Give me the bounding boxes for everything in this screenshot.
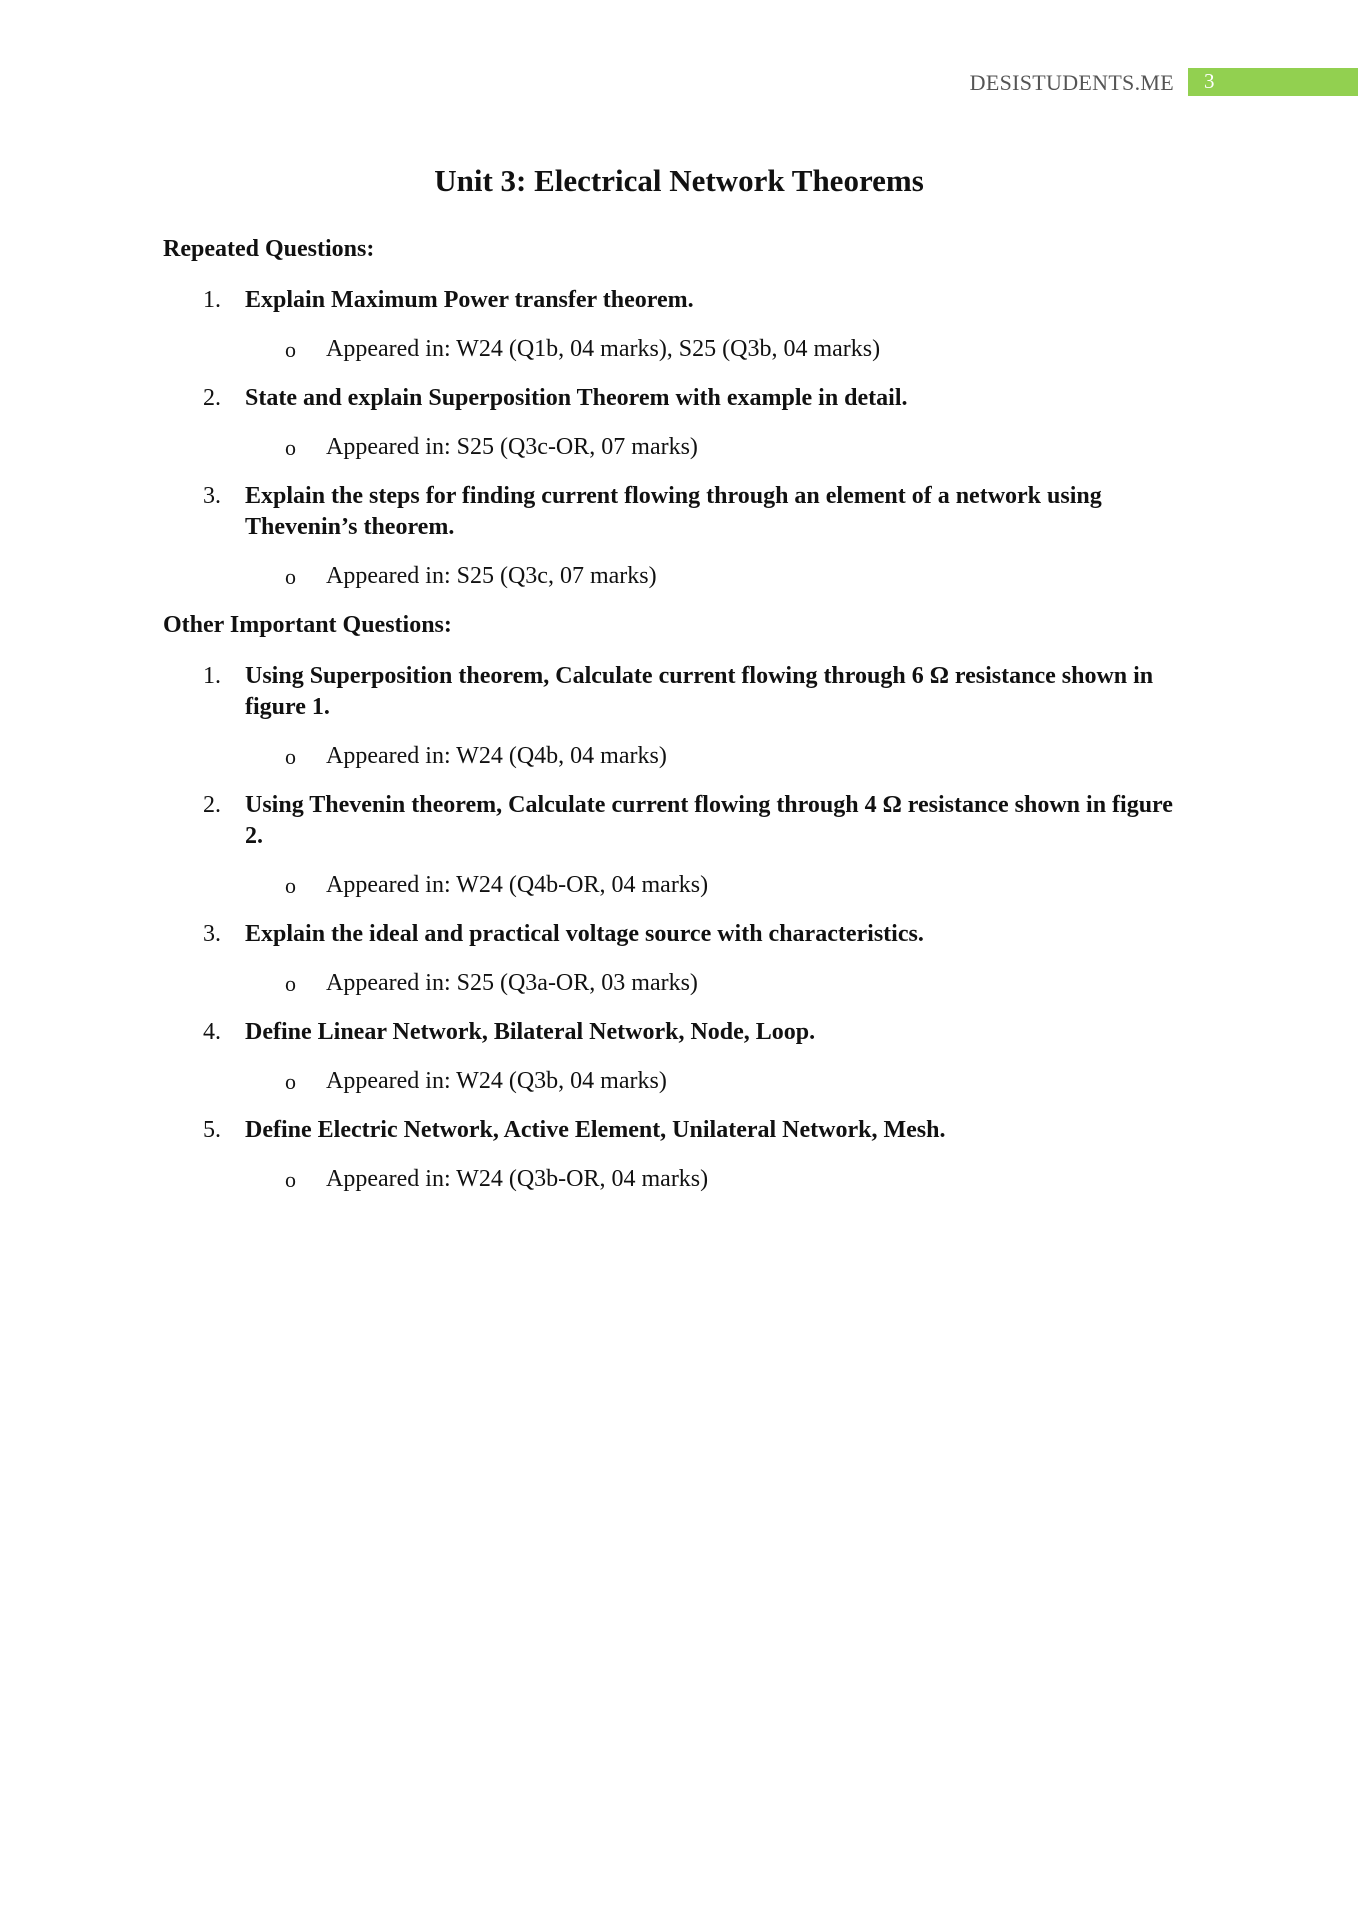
section-other-important-questions — [163, 610, 1193, 1195]
question-row — [163, 1017, 1193, 1048]
appeared-text: Appeared in: S25 (Q3a-OR, 03 marks) — [326, 970, 698, 996]
question-item — [163, 1115, 1193, 1195]
question-row — [163, 661, 1193, 723]
question-number: 3. — [203, 483, 221, 509]
section-heading: Repeated Questions: — [163, 236, 375, 262]
bullet-marker: o — [285, 744, 296, 769]
appeared-text: Appeared in: W24 (Q4b-OR, 04 marks) — [326, 872, 709, 898]
appeared-text: Appeared in: W24 (Q1b, 04 marks), S25 (Q3b, 04 marks) — [326, 336, 881, 362]
appeared-row — [163, 741, 1193, 772]
section-heading: Other Important Questions: — [163, 612, 452, 638]
question-number: 4. — [203, 1019, 221, 1045]
appeared-text: Appeared in: W24 (Q4b, 04 marks) — [326, 743, 667, 769]
question-item — [163, 1017, 1193, 1097]
question-number: 1. — [203, 663, 221, 689]
question-item — [163, 481, 1193, 592]
appeared-text: Appeared in: S25 (Q3c-OR, 07 marks) — [326, 434, 698, 460]
question-text: Using Superposition theorem, Calculate current flowing through 6 Ω resistance shown in figure 1. — [245, 663, 1154, 720]
question-number: 5. — [203, 1117, 221, 1143]
appeared-row — [163, 334, 1193, 365]
appeared-row — [163, 561, 1193, 592]
question-row — [163, 1115, 1193, 1146]
appeared-row — [163, 968, 1193, 999]
question-item — [163, 919, 1193, 999]
question-row — [163, 919, 1193, 950]
document-body — [163, 234, 1193, 1213]
question-text: Explain the ideal and practical voltage source with characteristics. — [245, 921, 924, 947]
appeared-row — [163, 870, 1193, 901]
question-text: Define Electric Network, Active Element, Unilateral Network, Mesh. — [245, 1117, 946, 1143]
question-list — [163, 285, 1193, 592]
appeared-row — [163, 1066, 1193, 1097]
question-item — [163, 383, 1193, 463]
question-list — [163, 661, 1193, 1195]
question-number: 3. — [203, 921, 221, 947]
question-row — [163, 285, 1193, 316]
bullet-marker: o — [285, 564, 296, 589]
section-repeated-questions — [163, 234, 1193, 592]
bullet-marker: o — [285, 971, 296, 996]
appeared-text: Appeared in: W24 (Q3b-OR, 04 marks) — [326, 1166, 709, 1192]
question-text: State and explain Superposition Theorem with example in detail. — [245, 385, 908, 411]
question-row — [163, 790, 1193, 852]
bullet-marker: o — [285, 1069, 296, 1094]
appeared-text: Appeared in: W24 (Q3b, 04 marks) — [326, 1068, 667, 1094]
bullet-marker: o — [285, 1167, 296, 1192]
appeared-row — [163, 432, 1193, 463]
question-text: Define Linear Network, Bilateral Network, Node, Loop. — [245, 1019, 816, 1045]
question-number: 2. — [203, 385, 221, 411]
bullet-marker: o — [285, 435, 296, 460]
question-item — [163, 790, 1193, 901]
page-number: 3 — [1204, 69, 1215, 93]
question-text: Using Thevenin theorem, Calculate current flowing through 4 Ω resistance shown in figure 2. — [245, 792, 1173, 849]
bullet-marker: o — [285, 337, 296, 362]
question-item — [163, 661, 1193, 772]
question-item — [163, 285, 1193, 365]
page-header — [0, 68, 1358, 98]
appeared-text: Appeared in: S25 (Q3c, 07 marks) — [326, 563, 657, 589]
question-row — [163, 383, 1193, 414]
bullet-marker: o — [285, 873, 296, 898]
site-name: DESISTUDENTS.ME — [969, 70, 1174, 95]
question-number: 2. — [203, 792, 221, 818]
question-number: 1. — [203, 287, 221, 313]
appeared-row — [163, 1164, 1193, 1195]
question-text: Explain Maximum Power transfer theorem. — [245, 287, 694, 313]
page-title: Unit 3: Electrical Network Theorems — [434, 163, 924, 198]
page-number-badge — [1188, 68, 1358, 96]
question-text: Explain the steps for finding current flowing through an element of a network using Thevenin’s theorem. — [245, 483, 1102, 540]
question-row — [163, 481, 1193, 543]
